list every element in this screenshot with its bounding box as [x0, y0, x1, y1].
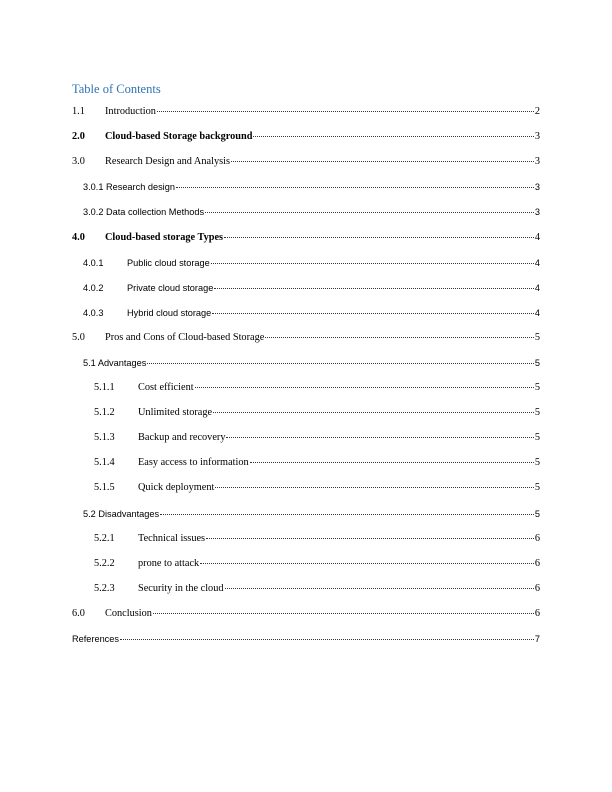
toc-entry-page: 6 [534, 533, 540, 544]
toc-entry[interactable] [94, 406, 540, 420]
toc-entry[interactable] [83, 180, 540, 194]
toc-entry-page: 3 [534, 207, 540, 217]
toc-entry[interactable] [94, 431, 540, 445]
toc-entry-label: 3.0.2 Data collection Methods [83, 207, 205, 217]
toc-entry-label: Cost efficient [138, 382, 194, 393]
toc-entry[interactable] [94, 557, 540, 571]
toc-entry-label: References [72, 634, 119, 644]
toc-entry-page: 3 [534, 182, 540, 192]
toc-leader-dots [176, 187, 534, 188]
toc-entry-page: 5 [534, 432, 540, 443]
toc-leader-dots [231, 161, 534, 162]
toc-entry-label: Security in the cloud [138, 583, 224, 594]
toc-leader-dots [212, 313, 534, 314]
toc-entry[interactable] [83, 507, 540, 521]
toc-entry-page: 2 [534, 106, 540, 117]
toc-entry-number: 4.0.3 [83, 308, 104, 318]
toc-entry-label: 5.1 Advantages [83, 358, 147, 368]
toc-entry-page: 4 [534, 283, 540, 293]
toc-entry[interactable] [72, 130, 540, 144]
toc-entry-label: Research Design and Analysis [105, 156, 230, 167]
toc-entry-page: 5 [534, 358, 540, 368]
toc-entry-page: 4 [534, 232, 540, 243]
toc-leader-dots [206, 538, 534, 539]
toc-entry[interactable] [72, 155, 540, 169]
toc-leader-dots [200, 563, 534, 564]
toc-entry-number: 4.0.2 [83, 283, 104, 293]
toc-entry-label: Unlimited storage [138, 407, 213, 418]
toc-entry[interactable] [72, 607, 540, 621]
toc-entry-label: Cloud-based storage Types [105, 232, 224, 243]
toc-entry-label: Private cloud storage [127, 283, 214, 293]
toc-entry-number: 5.1.4 [94, 457, 115, 468]
toc-leader-dots [213, 412, 534, 413]
toc-entry-page: 4 [534, 258, 540, 268]
toc-entry[interactable] [83, 356, 540, 370]
toc-leader-dots [250, 462, 534, 463]
toc-entry-number: 5.1.3 [94, 432, 115, 443]
toc-leader-dots [225, 588, 534, 589]
toc-entry-label: 3.0.1 Research design [83, 182, 175, 192]
toc-entry-label: Conclusion [105, 608, 152, 619]
toc-entry-label: 5.2 Disadvantages [83, 509, 160, 519]
toc-entry[interactable] [83, 256, 540, 270]
toc-leader-dots [147, 363, 534, 364]
toc-entry-number: 5.2.3 [94, 583, 115, 594]
toc-entry-label: Pros and Cons of Cloud-based Storage [105, 332, 265, 343]
toc-leader-dots [253, 136, 533, 137]
toc-entry-label: Easy access to information [138, 457, 249, 468]
toc-leader-dots [160, 514, 534, 515]
toc-entry-page: 5 [534, 332, 540, 343]
toc-entry[interactable] [94, 381, 540, 395]
toc-entry-label: Technical issues [138, 533, 206, 544]
toc-leader-dots [195, 387, 534, 388]
toc-entry[interactable] [72, 331, 540, 345]
toc-entry-page: 7 [534, 634, 540, 644]
toc-entry-page: 5 [534, 509, 540, 519]
toc-leader-dots [157, 111, 534, 112]
toc-leader-dots [153, 613, 534, 614]
toc-entry-page: 6 [534, 583, 540, 594]
toc-entry-label: Cloud-based Storage background [105, 131, 253, 142]
toc-entry-page: 3 [534, 156, 540, 167]
toc-entry[interactable] [94, 582, 540, 596]
toc-leader-dots [265, 337, 534, 338]
toc-title: Table of Contents [72, 82, 161, 96]
toc-leader-dots [226, 437, 533, 438]
toc-entry[interactable] [94, 456, 540, 470]
toc-leader-dots [224, 237, 534, 238]
toc-leader-dots [215, 487, 533, 488]
toc-leader-dots [120, 639, 534, 640]
toc-entry-number: 3.0 [72, 156, 85, 167]
toc-entry-page: 3 [534, 131, 540, 142]
toc-entry-number: 6.0 [72, 608, 85, 619]
toc-entry-page: 5 [534, 407, 540, 418]
toc-entry-label: Public cloud storage [127, 258, 210, 268]
toc-entry-number: 5.2.2 [94, 558, 115, 569]
toc-entry[interactable] [83, 306, 540, 320]
toc-entry-number: 5.1.2 [94, 407, 115, 418]
toc-entry[interactable] [83, 281, 540, 295]
toc-entry-number: 4.0.1 [83, 258, 104, 268]
toc-entry-number: 5.1.5 [94, 482, 115, 493]
toc-entry-label: Hybrid cloud storage [127, 308, 212, 318]
toc-entry[interactable] [94, 481, 540, 495]
toc-entry-page: 5 [534, 482, 540, 493]
toc-entry-number: 2.0 [72, 131, 85, 142]
toc-entry-label: Quick deployment [138, 482, 215, 493]
toc-entry-page: 4 [534, 308, 540, 318]
toc-entry-label: prone to attack [138, 558, 200, 569]
toc-entry-number: 4.0 [72, 232, 85, 243]
toc-entry-number: 1.1 [72, 106, 85, 117]
toc-entry-page: 5 [534, 457, 540, 468]
toc-entry[interactable] [83, 205, 540, 219]
toc-entry-label: Backup and recovery [138, 432, 226, 443]
toc-entry-number: 5.1.1 [94, 382, 115, 393]
toc-entry-label: Introduction [105, 106, 156, 117]
toc-entry-number: 5.0 [72, 332, 85, 343]
toc-leader-dots [211, 263, 534, 264]
toc-leader-dots [205, 212, 534, 213]
toc-entry-number: 5.2.1 [94, 533, 115, 544]
toc-entry[interactable] [72, 231, 540, 245]
toc-entry-page: 6 [534, 558, 540, 569]
toc-entry-page: 5 [534, 382, 540, 393]
toc-entry[interactable] [94, 532, 540, 546]
toc-leader-dots [214, 288, 534, 289]
toc-entry[interactable] [72, 105, 540, 119]
toc-entry[interactable] [72, 632, 540, 646]
toc-entry-page: 6 [534, 608, 540, 619]
